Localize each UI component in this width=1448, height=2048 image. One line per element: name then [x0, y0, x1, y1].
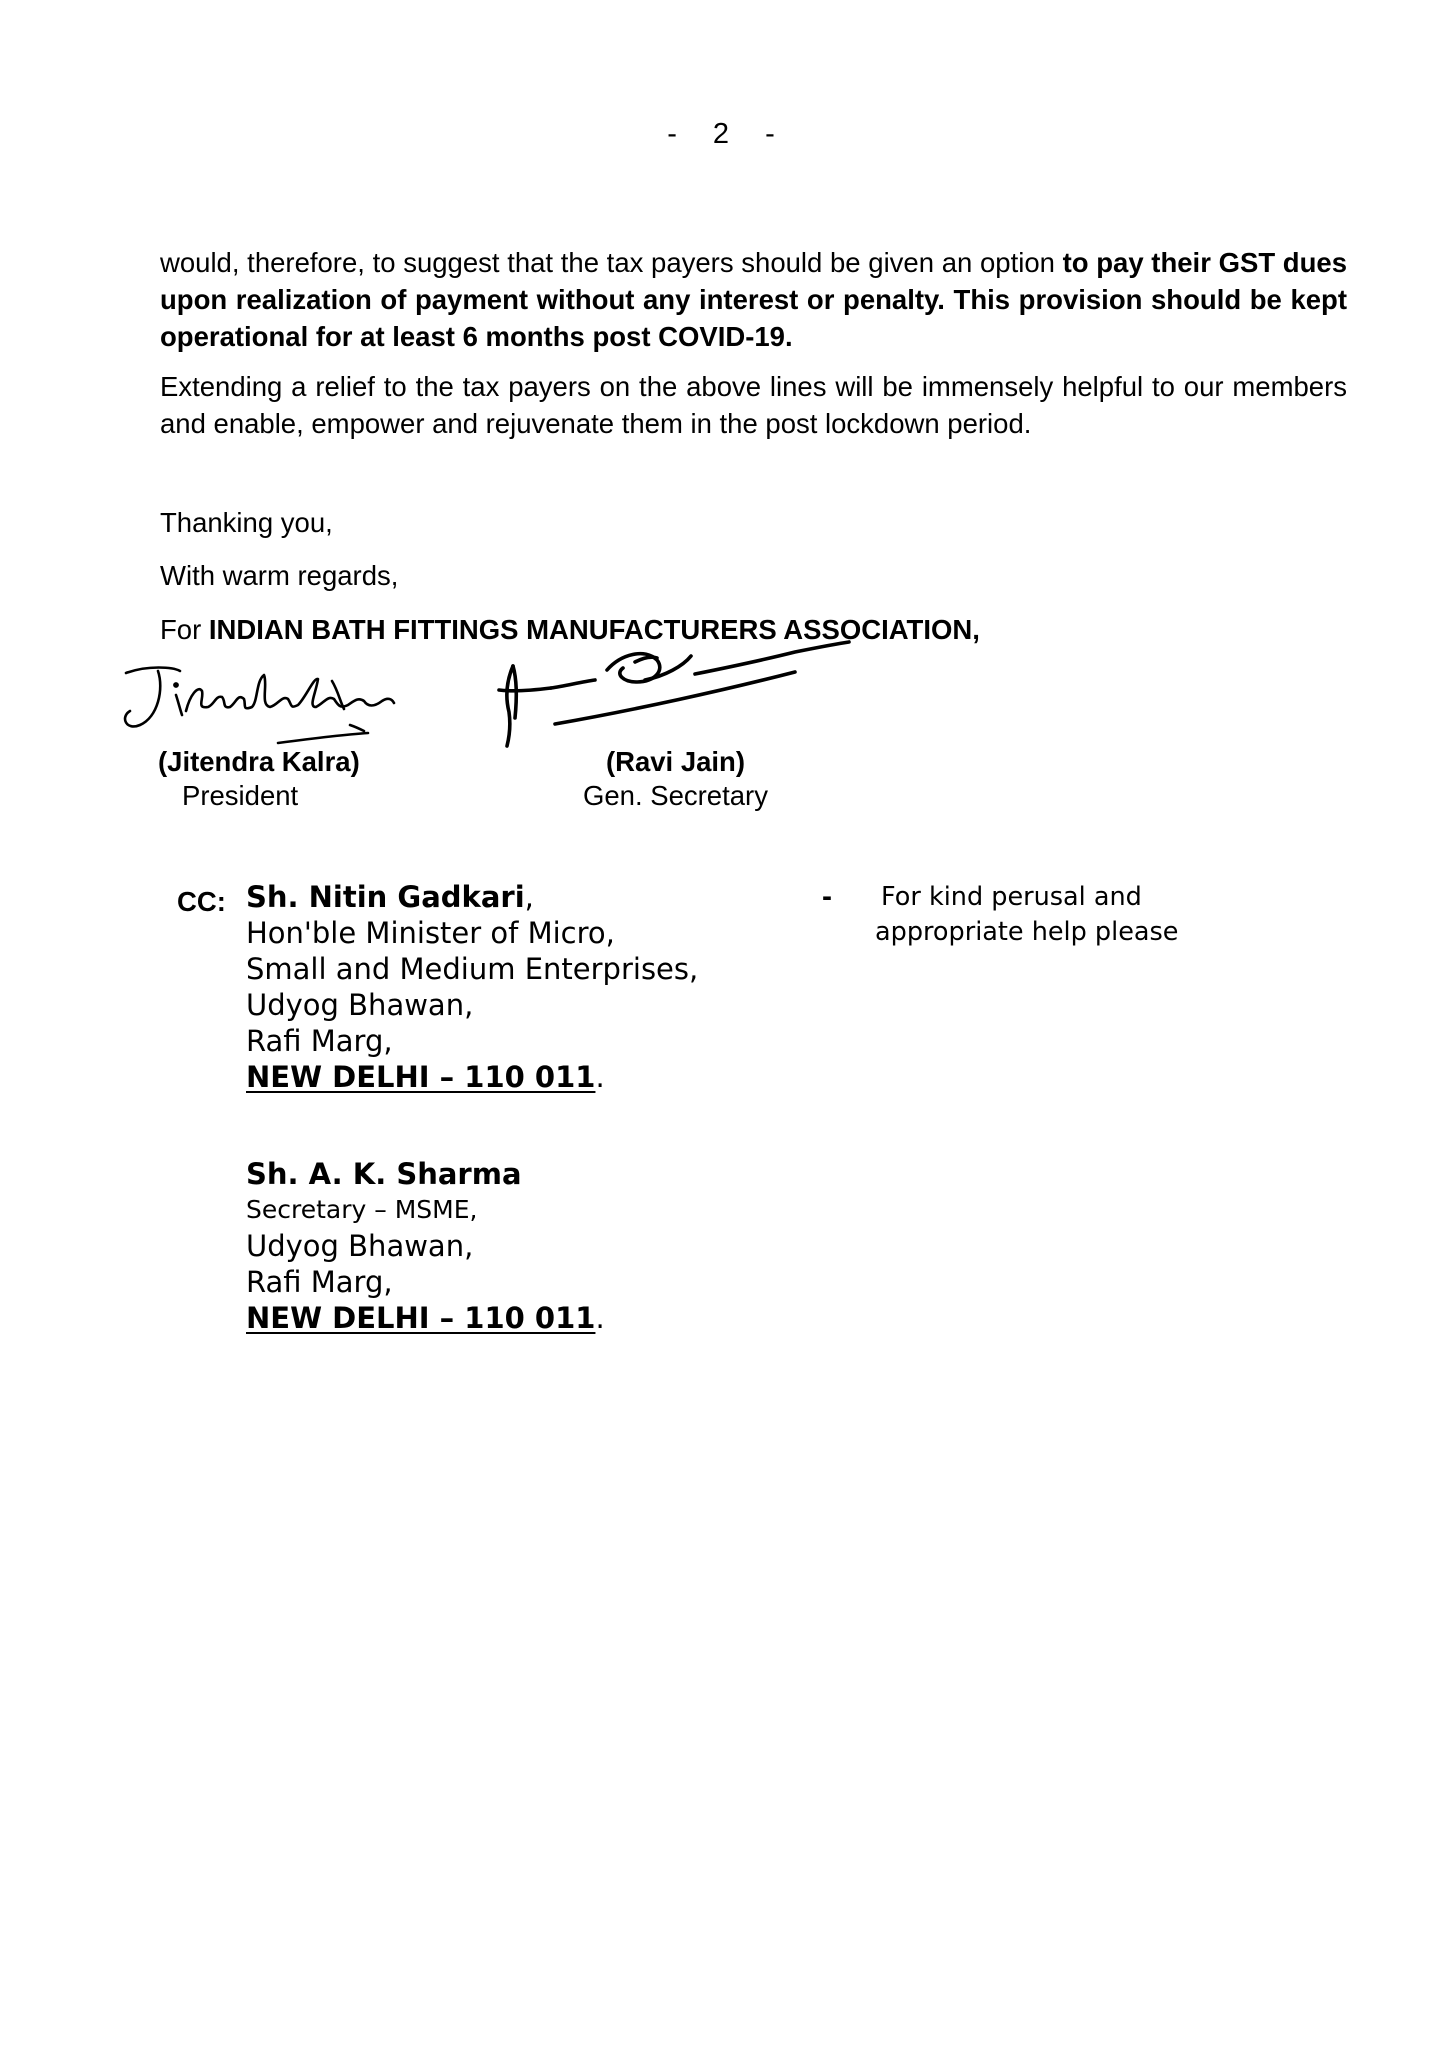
cc-recipient-1-line1: Hon'ble Minister of Micro, — [246, 916, 615, 950]
signature-jitendra-kalra — [118, 655, 418, 755]
signatory-2 — [583, 745, 768, 813]
cc-recipient-1 — [246, 879, 698, 1095]
organization-name: INDIAN BATH FITTINGS MANUFACTURERS ASSOCIATION, — [208, 614, 980, 645]
cc-recipient-2-city-suffix: . — [595, 1301, 605, 1335]
cc-note — [875, 880, 1179, 950]
page-number: - 2 - — [667, 118, 789, 150]
cc-recipient-1-line3: Udyog Bhawan, — [246, 988, 474, 1022]
cc-recipient-1-line2: Small and Medium Enterprises, — [246, 952, 699, 986]
signatory-2-title: Gen. Secretary — [583, 780, 768, 811]
paragraph-relief: Extending a relief to the tax payers on the above lines will be immensely helpful to our members and enable, empower and rejuvenate them in the post lockdown period. — [160, 371, 1347, 439]
closing-thanking: Thanking you, — [160, 507, 333, 538]
cc-recipient-1-city: NEW DELHI – 110 011 — [246, 1060, 596, 1094]
paragraph-gst-option-regular: would, therefore, to suggest that the tax payers should be given an option — [160, 247, 1063, 278]
cc-note-line1: For kind perusal and — [881, 882, 1142, 912]
paragraph-gst-option — [160, 244, 1347, 355]
cc-recipient-1-city-suffix: . — [595, 1060, 605, 1094]
cc-recipient-2-name: Sh. A. K. Sharma — [246, 1157, 522, 1191]
cc-recipient-2 — [246, 1156, 605, 1336]
cc-note-line2: appropriate help please — [875, 917, 1179, 947]
cc-recipient-1-name: Sh. Nitin Gadkari — [246, 880, 525, 914]
cc-recipient-1-line4: Rafi Marg, — [246, 1024, 393, 1058]
cc-recipient-1-city-line — [246, 1059, 698, 1095]
cc-recipient-2-city: NEW DELHI – 110 011 — [246, 1301, 596, 1335]
closing-regards: With warm regards, — [160, 560, 399, 591]
signature-ravi-jain — [495, 640, 860, 760]
cc-recipient-2-city-line — [246, 1300, 605, 1336]
cc-dash: - — [822, 880, 832, 913]
closing-for-prefix: For — [160, 614, 209, 645]
signatory-2-name: (Ravi Jain) — [605, 746, 746, 777]
cc-label: CC: — [177, 886, 226, 917]
cc-recipient-1-name-line — [246, 879, 698, 915]
signatory-1-name: (Jitendra Kalra) — [158, 746, 360, 777]
signatory-1-title: President — [182, 780, 299, 811]
paragraph-gst-option-bold: to pay their GST dues upon realization of payment without any interest or penalty. This provision should be kept operational for at least 6 months post COVID-19. — [160, 247, 1347, 352]
cc-recipient-2-line2: Udyog Bhawan, — [246, 1229, 474, 1263]
cc-recipient-1-name-suffix: , — [524, 880, 534, 914]
cc-recipient-2-line1: Secretary – MSME, — [246, 1195, 478, 1224]
signatory-1 — [158, 745, 360, 813]
cc-recipient-2-line3: Rafi Marg, — [246, 1265, 393, 1299]
